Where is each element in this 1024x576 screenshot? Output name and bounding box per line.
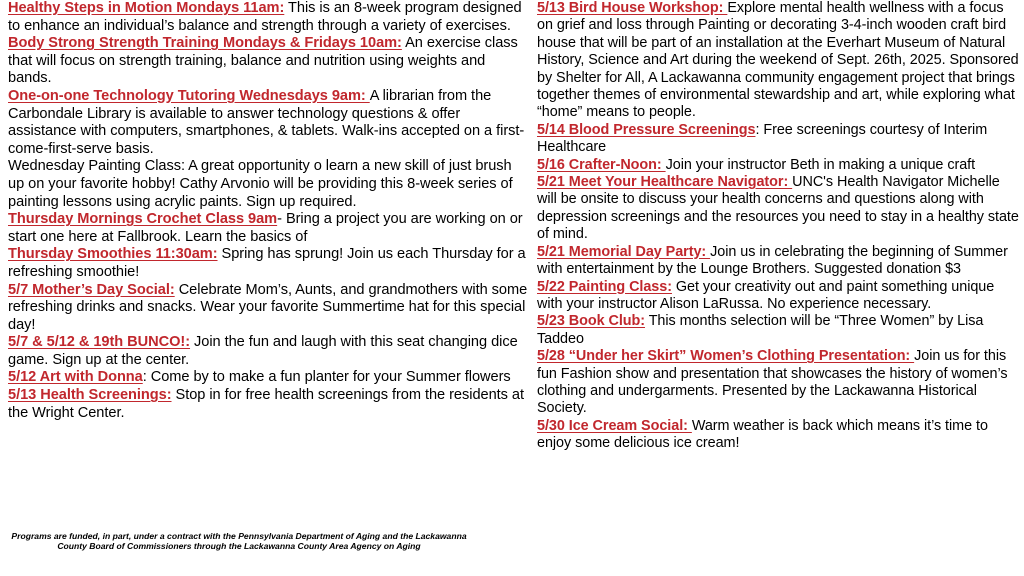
event-title: 5/30 Ice Cream Social:: [537, 417, 692, 434]
event-entry: [537, 313, 1020, 348]
event-entry: [537, 348, 1020, 418]
event-title: 5/21 Meet Your Healthcare Navigator:: [537, 174, 793, 191]
event-description: Spring has sprung! Join us each Thursday for a refreshing smoothie!: [8, 246, 526, 280]
event-description: Get your creativity out and paint something unique with your instructor Alison LaRussa. No experience necessary.: [537, 278, 995, 312]
right-column: [537, 0, 1020, 453]
event-description: This is an 8-week program designed to enhance an individual’s balance and strength through a variety of exercises.: [8, 0, 522, 34]
event-description: - Bring a project you are working on or start one here at Fallbrook. Learn the basics of: [8, 211, 523, 245]
event-entry: [8, 158, 528, 211]
event-title: 5/21 Memorial Day Party:: [537, 243, 711, 260]
left-column: [8, 0, 528, 422]
event-description: Join your instructor Beth in making a unique craft: [665, 156, 976, 173]
event-title: Thursday Smoothies 11:30am:: [8, 246, 218, 263]
event-description: Warm weather is back which means it’s time to enjoy some delicious ice cream!: [537, 417, 988, 452]
funding-footnote: Programs are funded, in part, under a contract with the Pennsylvania Department of Aging and the Lackawanna County Board of Commissioners through the Lackawanna County Area Agency on Aging: [11, 531, 467, 552]
event-title: 5/22 Painting Class:: [537, 278, 672, 295]
event-entry: [8, 334, 528, 369]
event-entry: [8, 0, 528, 35]
event-description: This months selection will be “Three Women” by Lisa Taddeo: [537, 313, 984, 347]
event-entry: [537, 174, 1020, 244]
event-description: An exercise class that will focus on strength training, balance and nutrition using weights and bands.: [8, 35, 518, 87]
event-entry: [537, 122, 1020, 157]
event-entry: [8, 211, 528, 246]
event-entry: [8, 246, 528, 281]
event-title: Healthy Steps in Motion Mondays 11am:: [8, 0, 285, 16]
event-title: 5/7 Mother’s Day Social:: [8, 281, 175, 298]
event-title: Body Strong Strength Training Mondays & Fridays 10am:: [8, 35, 402, 52]
event-description: Join the fun and laugh with this seat changing dice game. Sign up at the center.: [8, 334, 518, 368]
event-title: 5/16 Crafter-Noon:: [537, 156, 666, 173]
event-description: Celebrate Mom’s, Aunts, and grandmothers with some refreshing drinks and snacks. Wear your favorite Summertime hat for this special day!: [8, 281, 528, 333]
event-description: UNC's Health Navigator Michelle will be onsite to discuss your health concerns and questions along with depression screenings and the resources you need to stay in a healthy state of mind.: [537, 174, 1019, 243]
event-description: A librarian from the Carbondale Library is available to answer technology questions & offer assistance with computers, smartphones, & tablets. Walk-ins accepted on a first-come-first-serve basis.: [8, 87, 525, 157]
event-description: Explore mental health wellness with a focus on grief and loss through Painting or decorating 3-4-inch wooden craft bird house that will be part of an installation at the Everhart Museum of Natural History, Science and Art during the weekend of Sept. 26th, 2025. Sponsored by Shelter for All, A Lackawanna community engagement project that brings together themes of environmental stewardship and art, while exploring what “home” means to people.: [537, 0, 1019, 121]
event-title: One-on-one Technology Tutoring Wednesdays 9am:: [8, 87, 370, 104]
event-description: Join us for this fun Fashion show and presentation that showcases the history of women’s clothing and undergarments. Presented by the Lackawanna Historical Society.: [537, 348, 1008, 417]
event-title: 5/13 Health Screenings:: [8, 387, 172, 404]
event-title: 5/23 Book Club:: [537, 313, 645, 330]
event-description: : Free screenings courtesy of Interim Healthcare: [537, 121, 988, 156]
event-description: : Come by to make a fun planter for your Summer flowers: [142, 369, 511, 386]
event-entry: [537, 244, 1020, 279]
event-title: 5/7 & 5/12 & 19th BUNCO!:: [8, 334, 191, 351]
event-description: Wednesday Painting Class: A great opportunity o learn a new skill of just brush up on your favorite hobby! Cathy Arvonio will be providing this 8-week series of painting lessons using acrylic paints. Sign up required.: [8, 158, 513, 210]
event-entry: [8, 282, 528, 335]
event-description: Stop in for free health screenings from the residents at the Wright Center.: [8, 387, 524, 421]
event-title: 5/12 Art with Donna: [8, 369, 143, 386]
event-entry: [8, 369, 528, 387]
event-entry: [8, 387, 528, 422]
event-entry: [537, 418, 1020, 453]
event-title: 5/28 “Under her Skirt” Women’s Clothing Presentation:: [537, 348, 915, 365]
event-entry: [8, 35, 528, 88]
event-entry: [8, 88, 528, 158]
event-entry: [537, 157, 1020, 174]
event-title: Thursday Mornings Crochet Class 9am: [8, 211, 278, 228]
event-title: 5/13 Bird House Workshop:: [537, 0, 728, 16]
event-description: Join us in celebrating the beginning of Summer with entertainment by the Lounge Brothers. Suggested donation $3: [537, 243, 1008, 278]
event-entry: [537, 279, 1020, 314]
event-title: 5/14 Blood Pressure Screenings: [537, 121, 756, 138]
event-entry: [537, 0, 1020, 122]
